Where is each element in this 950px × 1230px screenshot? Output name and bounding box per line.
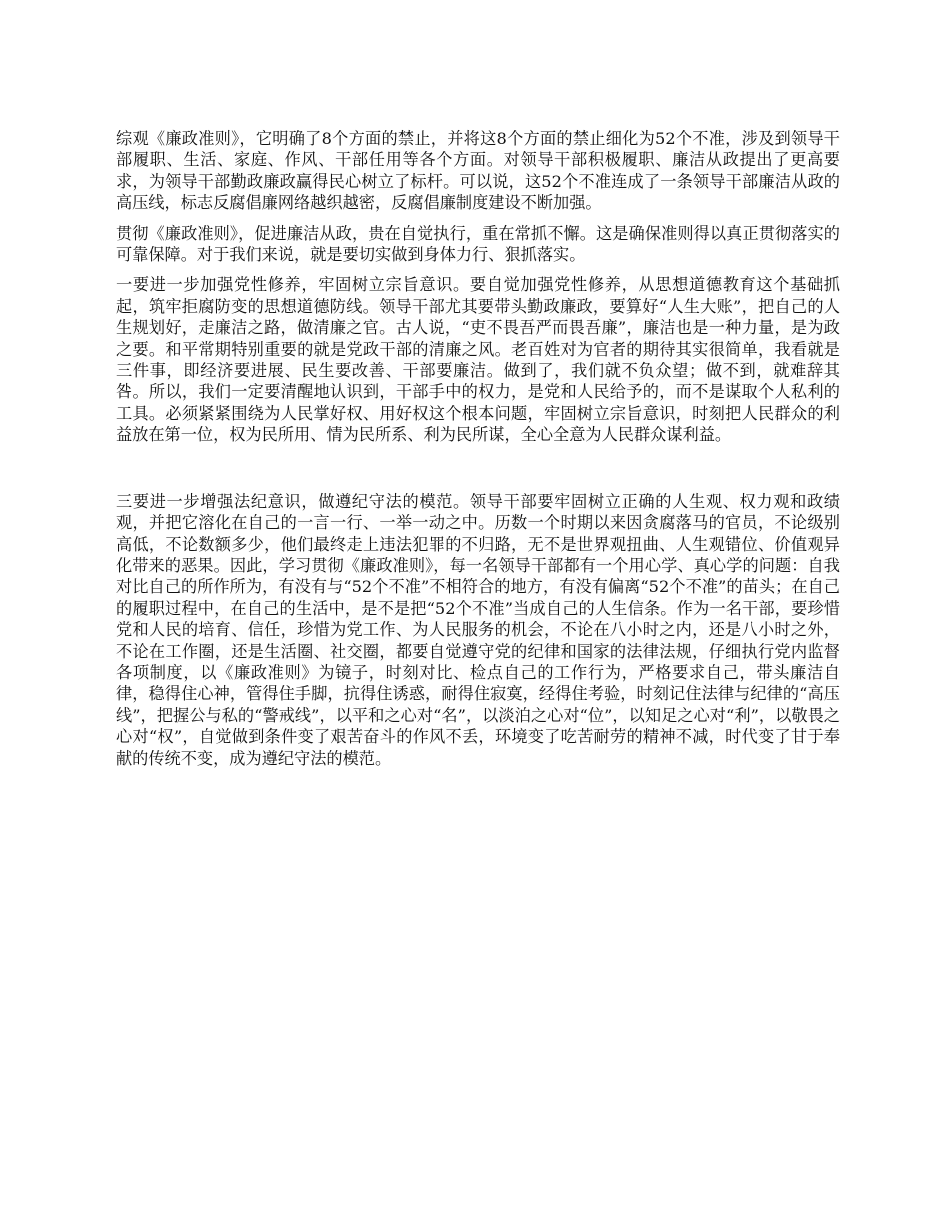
- paragraph-summary: 综观《廉政准则》，它明确了8个方面的禁止，并将这8个方面的禁止细化为52个不准，涉及到领导干部履职、生活、家庭、作风、干部任用等各个方面。对领导干部积极履职、廉洁从政提出了更高要求，为领导干部勤政廉政赢得民心树立了标杆。可以说，这52个不准连成了一条领导干部廉洁从政的高压线，标志反腐倡廉网络越织越密，反腐倡廉制度建设不断加强。: [116, 129, 840, 213]
- paragraph-party-spirit: 一要进一步加强党性修养，牢固树立宗旨意识。要自觉加强党性修养，从思想道德教育这个基础抓起，筑牢拒腐防变的思想道德防线。领导干部尤其要带头勤政廉政，要算好“人生大账”，把自己的人生规划好，走廉洁之路，做清廉之官。古人说，“吏不畏吾严而畏吾廉”，廉洁也是一种力量，是为政之要。和平常期特别重要的就是党政干部的清廉之风。老百姓对为官者的期待其实很简单，我看就是三件事，即经济要进展、民生要改善、干部要廉洁。做到了，我们就不负众望；做不到，就难辞其咎。所以，我们一定要清醒地认识到，干部手中的权力，是党和人民给予的，而不是谋取个人私利的工具。必须紧紧围绕为人民掌好权、用好权这个根本问题，牢固树立宗旨意识，时刻把人民群众的利益放在第一位，权为民所用、情为民所系、利为民所谋，全心全意为人民群众谋利益。: [116, 275, 840, 445]
- document-page: [116, 128, 840, 778]
- paragraph-implementation: 贯彻《廉政准则》，促进廉洁从政，贵在自觉执行，重在常抓不懈。这是确保准则得以真正贯彻落实的可靠保障。对于我们来说，就是要切实做到身体力行、狠抓落实。: [116, 223, 840, 265]
- paragraph-law-discipline: 三要进一步增强法纪意识，做遵纪守法的模范。领导干部要牢固树立正确的人生观、权力观和政绩观，并把它溶化在自己的一言一行、一举一动之中。历数一个时期以来因贪腐落马的官员，不论级别高低，不论数额多少，他们最终走上违法犯罪的不归路，无不是世界观扭曲、人生观错位、价值观异化带来的恶果。因此，学习贯彻《廉政准则》，每一名领导干部都有一个用心学、真心学的问题：自我对比自己的所作所为，有没有与“52个不准”不相符合的地方，有没有偏离“52个不准”的苗头；在自己的履职过程中，在自己的生活中，是不是把“52个不准”当成自己的人生信条。作为一名干部，要珍惜党和人民的培育、信任，珍惜为党工作、为人民服务的机会，不论在八小时之内，还是八小时之外，不论在工作圈，还是生活圈、社交圈，都要自觉遵守党的纪律和国家的法律法规，仔细执行党内监督各项制度，以《廉政准则》为镜子，时刻对比、检点自己的工作行为，严格要求自己，带头廉洁自律，稳得住心神，管得住手脚，抗得住诱惑，耐得住寂寞，经得住考验，时刻记住法律与纪律的“高压线”，把握公与私的“警戒线”，以平和之心对“名”，以淡泊之心对“位”，以知足之心对“利”，以敬畏之心对“权”，自觉做到条件变了艰苦奋斗的作风不丢，环境变了吃苦耐劳的精神不减，时代变了甘于奉献的传统不变，成为遵纪守法的模范。: [116, 491, 840, 768]
- paragraph-gap: [116, 455, 840, 491]
